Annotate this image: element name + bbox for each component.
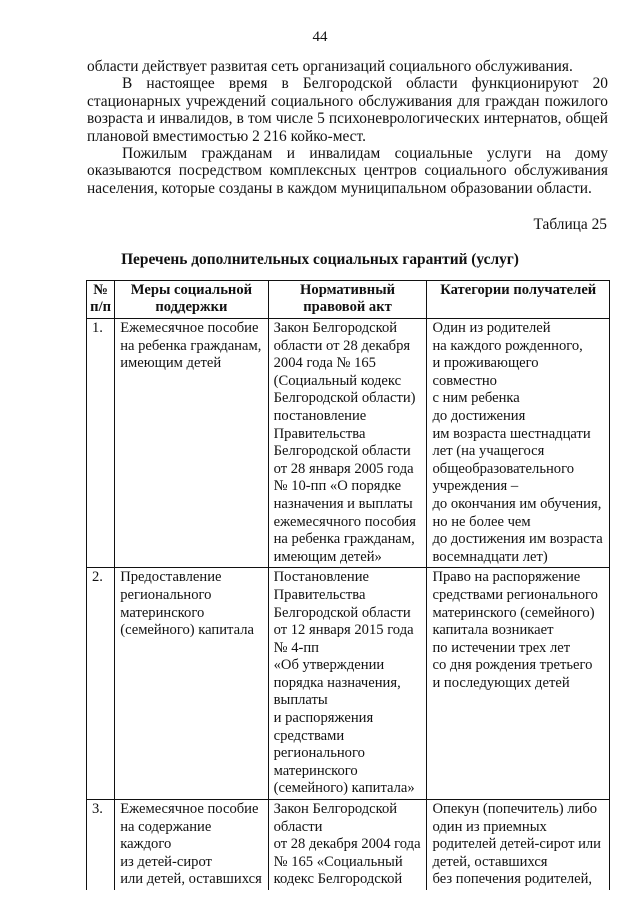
cell-category (427, 568, 610, 800)
cell-line: № 4-пп (273, 639, 319, 656)
cell-line: Закон Белгородской (273, 801, 398, 818)
cell-line: области (273, 818, 323, 835)
cell-line: регионального (120, 586, 212, 603)
header-measure (115, 281, 268, 319)
cell-line: родителей детей-сирот или (432, 836, 601, 853)
cell-act (268, 800, 427, 890)
cell-line: восемнадцати лет) (432, 548, 548, 565)
cell-line: каждого (120, 836, 172, 853)
cell-line: правовой акт (303, 299, 392, 315)
row-number: 2. (87, 568, 115, 800)
page-number: 44 (312, 29, 328, 45)
cell-act (268, 568, 427, 800)
cell-measure (115, 800, 268, 890)
cell-line: Один из родителей (432, 320, 551, 336)
cell-line: постановление (273, 407, 367, 424)
guarantees-table (86, 280, 610, 890)
cell-line: на каждого рожденного, (432, 337, 583, 354)
cell-line: и последующих детей (432, 674, 570, 691)
cell-line: учреждения – (432, 478, 519, 495)
cell-line: лет (на учащегося (432, 443, 545, 460)
cell-line: детей, оставшихся (432, 853, 548, 870)
cell-category (427, 319, 610, 568)
header-num (87, 281, 115, 319)
intro-text (87, 58, 608, 197)
cell-line: Белгородской области (273, 443, 411, 460)
cell-line: с ним ребенка (432, 390, 520, 407)
cell-line: материнского (273, 762, 358, 779)
cell-line: имеющим детей» (273, 548, 382, 565)
cell-category (427, 800, 610, 890)
cell-line: имеющим детей (120, 355, 222, 372)
cell-line: Ежемесячное пособие (120, 801, 259, 818)
cell-line: Нормативный (300, 282, 396, 298)
cell-line: 2004 года № 165 (273, 355, 376, 372)
cell-line: Правительства (273, 425, 366, 442)
cell-line: Категории получателей (440, 282, 597, 298)
cell-line: капитала возникает (432, 622, 554, 639)
cell-line: до достижения им возраста (432, 531, 603, 548)
cell-line: от 28 января 2005 года (273, 460, 414, 477)
cell-line: один из приемных (432, 818, 547, 835)
cell-line: Меры социальной (130, 282, 253, 298)
intro-paragraph-1: области действует развитая сеть организаций социального обслуживания. (87, 58, 573, 75)
header-category (427, 281, 610, 319)
cell-line: материнского (120, 604, 205, 621)
cell-line: на содержание (120, 818, 212, 835)
intro-paragraph-3: Пожилым гражданам и инвалидам социальные услуги на дому оказываются посредством комплексных центров социального обслуживания населения, которые созданы в каждом муниципальном образовании области. (87, 145, 608, 197)
intro-paragraph-2: В настоящее время в Белгородской области функционируют 20 стационарных учреждений социального обслуживания для граждан пожилого возраста и инвалидов, в том числе 5 психоневрологических интернатов, общей плановой вместимостью 2 216 койко-мест. (87, 75, 608, 145)
cell-line: п/п (90, 299, 112, 315)
cell-line: совместно (432, 372, 497, 389)
cell-line: Ежемесячное пособие (120, 320, 259, 336)
cell-line: из детей-сирот (120, 853, 212, 870)
cell-line: от 12 января 2015 года (273, 622, 414, 639)
cell-line: но не более чем (432, 513, 531, 530)
cell-line: Белгородской области) (273, 390, 416, 407)
cell-line: (семейного) капитала» (273, 780, 415, 797)
cell-line: на ребенка гражданам, (273, 531, 415, 548)
cell-line: (Социальный кодекс (273, 372, 402, 389)
cell-line: № 10-пп «О порядке (273, 478, 402, 495)
cell-measure (115, 319, 268, 568)
cell-line: области от 28 декабря (273, 337, 411, 354)
table-header-row (87, 281, 610, 319)
cell-line: Опекун (попечитель) либо (432, 801, 598, 818)
cell-line: поддержки (155, 299, 228, 315)
cell-line: (семейного) капитала (120, 622, 254, 639)
cell-line: № 165 «Социальный (273, 853, 403, 870)
cell-line: до окончания им обучения, (432, 495, 602, 512)
table-title: Перечень дополнительных социальных гарантий (услуг) (121, 251, 519, 268)
cell-line: порядка назначения, (273, 674, 401, 691)
cell-line: по истечении трех лет (432, 639, 571, 656)
table-row (87, 319, 610, 568)
cell-act (268, 319, 427, 568)
cell-line: назначения и выплаты (273, 495, 413, 512)
cell-line: выплаты (273, 692, 328, 709)
cell-line: кодекс Белгородской (273, 871, 403, 888)
cell-line: от 28 декабря 2004 года (273, 836, 421, 853)
cell-line: Постановление (273, 569, 369, 586)
cell-line: средствами (273, 727, 345, 744)
table-row (87, 568, 610, 800)
cell-measure (115, 568, 268, 800)
row-number: 1. (87, 319, 115, 568)
cell-line: средствами регионального (432, 586, 598, 603)
cell-line: «Об утверждении (273, 657, 385, 674)
cell-line: и распоряжения (273, 710, 374, 727)
cell-line: Право на распоряжение (432, 569, 581, 586)
cell-line: Закон Белгородской (273, 320, 398, 336)
cell-line: Предоставление (120, 569, 222, 586)
table-caption: Таблица 25 (533, 216, 607, 233)
cell-line: без попечения родителей, (432, 871, 593, 888)
cell-line: или детей, оставшихся (120, 871, 262, 888)
header-act (268, 281, 427, 319)
table-row (87, 800, 610, 890)
cell-line: № (93, 282, 108, 298)
cell-line: регионального (273, 745, 365, 762)
cell-line: Правительства (273, 586, 366, 603)
row-number: 3. (87, 800, 115, 890)
cell-line: им возраста шестнадцати (432, 425, 591, 442)
cell-line: до достижения (432, 407, 526, 424)
cell-line: со дня рождения третьего (432, 657, 593, 674)
cell-line: ежемесячного пособия (273, 513, 416, 530)
cell-line: общеобразовательного (432, 460, 574, 477)
cell-line: материнского (семейного) (432, 604, 595, 621)
cell-line: Белгородской области (273, 604, 411, 621)
cell-line: на ребенка гражданам, (120, 337, 262, 354)
cell-line: и проживающего (432, 355, 539, 372)
